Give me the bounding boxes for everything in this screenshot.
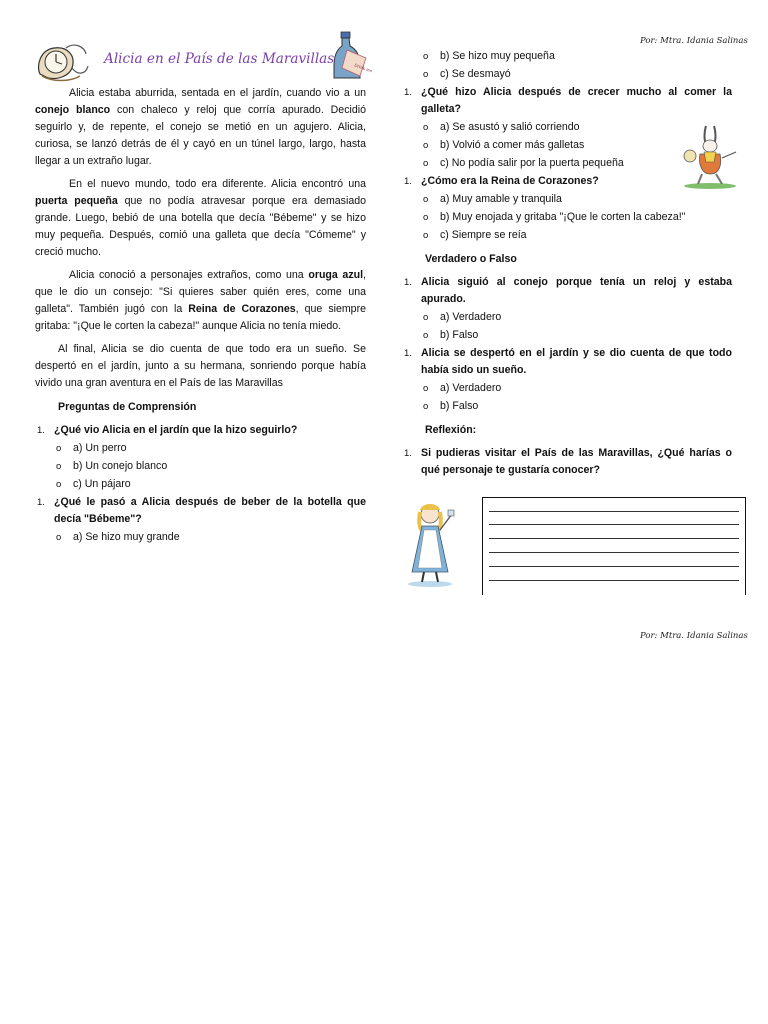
option-label: b) Falso xyxy=(440,329,479,341)
story-paragraph-1 xyxy=(35,85,366,170)
option-label: b) Falso xyxy=(440,400,479,412)
question-text: Alicia siguió al conejo porque tenía un reloj y estaba apurado. xyxy=(421,276,732,305)
answer-line xyxy=(489,552,739,553)
reflection-heading: Reflexión: xyxy=(425,424,477,436)
answer-line xyxy=(489,538,739,539)
p3-part-1: Alicia conoció a personajes extraños, como una xyxy=(69,269,309,281)
option-label: a) Verdadero xyxy=(440,382,502,394)
option-bullet: o xyxy=(423,140,429,151)
answer-line xyxy=(489,524,739,525)
bottle-icon xyxy=(330,30,374,88)
answer-line xyxy=(489,566,739,567)
option-bullet: o xyxy=(423,51,429,62)
option-bullet: o xyxy=(423,69,429,80)
option-bullet: o xyxy=(423,122,429,133)
option-bullet: o xyxy=(423,158,429,169)
bottle-label: Drink me xyxy=(353,62,374,74)
author-credit-top: Por: Mtra. Idania Salinas xyxy=(640,36,748,46)
option-label: b) Volvió a comer más galletas xyxy=(440,139,585,151)
option-label: b) Un conejo blanco xyxy=(73,460,168,472)
answer-line xyxy=(489,580,739,581)
left-column xyxy=(35,85,366,547)
option-bullet: o xyxy=(56,532,62,543)
question-number: 1. xyxy=(37,497,45,508)
option-bullet: o xyxy=(423,330,429,341)
story-paragraph-2 xyxy=(35,176,366,261)
option-item[interactable] xyxy=(421,309,732,327)
option-item[interactable] xyxy=(421,209,732,227)
p2-part-2: que no podía atravesar porque era demasiado grande. Luego, bebió de una botella que decía "Bébeme" y se hizo muy pequeña. Después, comió una galleta que decía "Cómeme" y creció mucho. xyxy=(35,195,366,258)
option-bullet: o xyxy=(423,401,429,412)
option-item[interactable] xyxy=(421,66,732,84)
option-label: a) Muy amable y tranquila xyxy=(440,193,562,205)
option-item[interactable] xyxy=(421,227,732,245)
right-column xyxy=(402,48,732,479)
option-bullet: o xyxy=(423,194,429,205)
answer-box[interactable] xyxy=(482,497,746,595)
option-item[interactable] xyxy=(54,529,366,547)
option-label: a) Verdadero xyxy=(440,311,502,323)
option-bullet: o xyxy=(423,212,429,223)
true-false-heading: Verdadero o Falso xyxy=(425,253,517,265)
p3-part-2: , que le dio un consejo: "Si quieres saber quién eres, come una galleta". También jugó con la xyxy=(35,269,366,315)
option-label: a) Se asustó y salió corriendo xyxy=(440,121,580,133)
option-item[interactable] xyxy=(54,476,366,494)
comprehension-heading: Preguntas de Comprensión xyxy=(58,401,197,413)
question-3 xyxy=(402,84,732,118)
p3-part-3: , que siempre gritaba: "¡Que le corten la cabeza!" aunque Alicia no tenía miedo. xyxy=(35,303,366,332)
p1-part-1: Alicia estaba aburrida, sentada en el jardín, cuando vio a un xyxy=(69,87,366,99)
question-text: Alicia se despertó en el jardín y se dio cuenta de que todo había sido un sueño. xyxy=(421,347,732,376)
question-text: ¿Qué hizo Alicia después de crecer mucho al comer la galleta? xyxy=(421,86,732,115)
author-credit-bottom: Por: Mtra. Idania Salinas xyxy=(640,631,748,641)
question-number: 1. xyxy=(37,425,45,436)
option-item[interactable] xyxy=(421,48,732,66)
option-bullet: o xyxy=(56,443,62,454)
question-number: 1. xyxy=(404,277,412,288)
tf-question-1 xyxy=(402,274,732,308)
option-bullet: o xyxy=(56,479,62,490)
question-number: 1. xyxy=(404,87,412,98)
option-bullet: o xyxy=(423,312,429,323)
option-label: b) Muy enojada y gritaba "¡Que le corten la cabeza!" xyxy=(440,211,686,223)
p3-bold-1: oruga azul xyxy=(308,269,364,281)
alice-figure-icon xyxy=(404,500,462,594)
option-item[interactable] xyxy=(421,380,732,398)
page-title: Alicia en el País de las Maravillas xyxy=(104,51,335,67)
option-item[interactable] xyxy=(54,440,366,458)
option-item[interactable] xyxy=(421,398,732,416)
question-text: Si pudieras visitar el País de las Maravillas, ¿Qué harías o qué personaje te gustaría conocer? xyxy=(421,447,732,476)
tf-question-2 xyxy=(402,345,732,379)
option-item[interactable] xyxy=(54,458,366,476)
p2-bold-1: puerta pequeña xyxy=(35,195,118,207)
p4-part-1: Al final, Alicia se dio cuenta de que todo era un sueño. Se despertó en el jardín, junto a su hermana, sonriendo porque había vivido una gran aventura en el País de las Maravillas xyxy=(35,343,366,389)
question-text: ¿Qué le pasó a Alicia después de beber de la botella que decía "Bébeme"? xyxy=(54,496,366,525)
option-label: c) No podía salir por la puerta pequeña xyxy=(440,157,624,169)
question-1 xyxy=(35,422,366,439)
option-label: a) Un perro xyxy=(73,442,127,454)
story-paragraph-3 xyxy=(35,267,366,335)
p2-part-1: En el nuevo mundo, todo era diferente. Alicia encontró una xyxy=(69,178,366,190)
option-label: c) Siempre se reía xyxy=(440,229,527,241)
question-number: 1. xyxy=(404,348,412,359)
pocket-watch-icon xyxy=(34,42,90,88)
option-bullet: o xyxy=(56,461,62,472)
answer-line xyxy=(489,511,739,512)
p3-bold-2: Reina de Corazones xyxy=(188,303,296,315)
option-bullet: o xyxy=(423,383,429,394)
question-number: 1. xyxy=(404,448,412,459)
option-label: c) Se desmayó xyxy=(440,68,511,80)
option-item[interactable] xyxy=(421,327,732,345)
story-paragraph-4 xyxy=(35,341,366,392)
question-2 xyxy=(35,494,366,528)
reflection-question xyxy=(402,445,732,479)
option-label: b) Se hizo muy pequeña xyxy=(440,50,555,62)
question-text: ¿Cómo era la Reina de Corazones? xyxy=(421,175,599,187)
p1-bold-1: conejo blanco xyxy=(35,104,111,116)
option-label: a) Se hizo muy grande xyxy=(73,531,180,543)
question-number: 1. xyxy=(404,176,412,187)
option-bullet: o xyxy=(423,230,429,241)
p1-part-2: con chaleco y reloj que corría apurado. Decidió seguirlo y, de repente, el conejo se metió en un agujero. Alicia, curiosa, se lanzó detrás de él y cayó en un túnel largo, largo, hasta llegar a un extraño lugar. xyxy=(35,104,366,167)
question-text: ¿Qué vio Alicia en el jardín que la hizo seguirlo? xyxy=(54,424,298,436)
white-rabbit-icon xyxy=(676,122,742,196)
option-label: c) Un pájaro xyxy=(73,478,131,490)
